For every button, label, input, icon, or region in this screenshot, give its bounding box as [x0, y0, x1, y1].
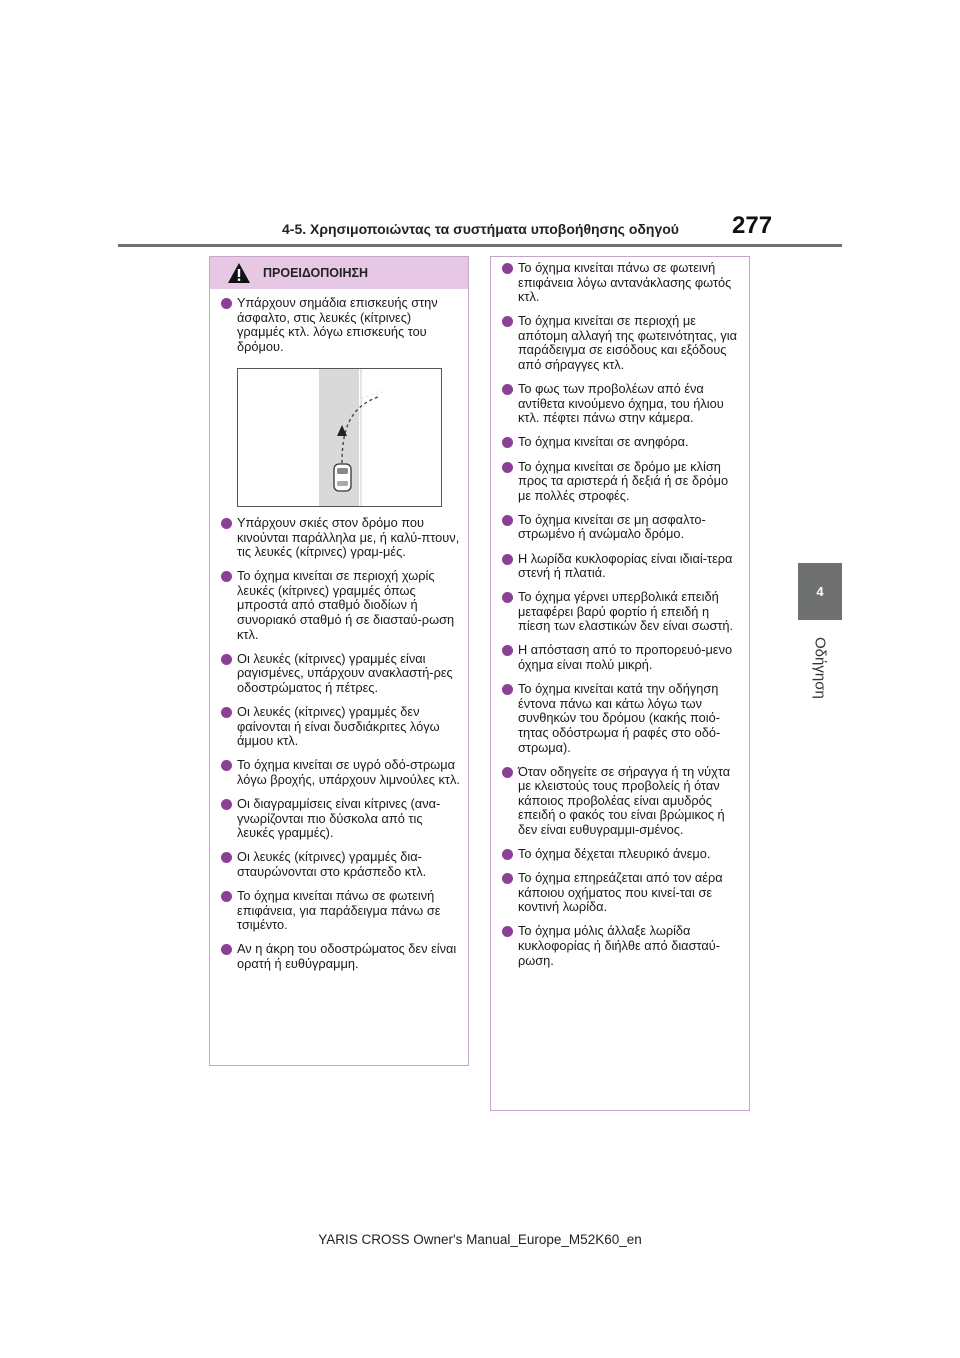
- bullet-icon: [221, 298, 232, 309]
- warning-list-top: [216, 296, 466, 364]
- list-item-text: Υπάρχουν σημάδια επισκευής στην άσφαλτο, στις λευκές (κίτρινες) γραμμές κτλ. λόγω επισκευής του δρόμου.: [237, 295, 438, 354]
- bullet-icon: [221, 707, 232, 718]
- list-item-text: Το όχημα κινείται σε μη ασφαλτο-στρωμένο ή ανώμαλο δρόμο.: [518, 511, 706, 542]
- list-item-text: Η λωρίδα κυκλοφορίας είναι ιδιαί-τερα στενή ή πλατιά.: [518, 550, 733, 581]
- footer-text: YARIS CROSS Owner's Manual_Europe_M52K60_en: [318, 1232, 642, 1247]
- list-item-text: Αν η άκρη του οδοστρώματος δεν είναι ορατή ή ευθύγραμμη.: [237, 941, 457, 971]
- bullet-icon: [221, 518, 232, 529]
- bullet-icon: [221, 944, 232, 955]
- bullet-icon: [502, 684, 513, 695]
- list-item: [216, 569, 466, 642]
- bullet-icon: [502, 592, 513, 603]
- chapter-label: Οδήγηση: [811, 637, 829, 699]
- list-item-text: Οι λευκές (κίτρινες) γραμμές είναι ραγισμένες, υπάρχουν ανακλαστή-ρες οδοστρώματος ή πέτρες.: [237, 650, 453, 695]
- list-item: [497, 382, 747, 426]
- bullet-icon: [502, 767, 513, 778]
- list-item-text: Το όχημα δέχεται πλευρικό άνεμο.: [518, 846, 711, 862]
- list-item: [497, 871, 747, 915]
- warning-list-right: [497, 261, 747, 978]
- warning-box-left: [209, 256, 469, 1066]
- list-item-text: Το όχημα επηρεάζεται από τον αέρα κάποιου οχήματος που κινεί-ται σε κοντινή λωρίδα.: [518, 870, 723, 915]
- warning-list-left: [216, 516, 466, 981]
- list-item: [497, 643, 747, 672]
- list-item-text: Το όχημα κινείται πάνω σε φωτεινή επιφάνεια λόγω αντανάκλασης φωτός κτλ.: [518, 260, 732, 305]
- bullet-icon: [221, 571, 232, 582]
- list-item: [216, 705, 466, 749]
- list-item: [216, 850, 466, 879]
- list-item: [497, 314, 747, 372]
- bullet-icon: [502, 263, 513, 274]
- list-item: [216, 942, 466, 971]
- list-item-text: Το όχημα κινείται κατά την οδήγηση έντονα πάνω και κάτω λόγω των συνθηκών του δρόμου (κακής ποιό-τητας οδόστρωμα ή ραφές στο οδό-στρωμα).: [518, 681, 721, 755]
- list-item: [216, 758, 466, 787]
- list-item-text: Το όχημα κινείται σε περιοχή χωρίς λευκές (κίτρινες) γραμμές όπως μπροστά από σταθμό διοδίων ή συνοριακό σταθμό ή σε διασταύ-ρωση κτλ.: [237, 568, 455, 642]
- bullet-icon: [502, 849, 513, 860]
- list-item-text: Το φως των προβολέων από ένα αντίθετα κινούμενο όχημα, του ήλιου κτλ. πέφτει πάνω στην κάμερα.: [518, 381, 724, 426]
- bullet-icon: [221, 799, 232, 810]
- bullet-icon: [502, 645, 513, 656]
- lane-diagram: [238, 369, 441, 506]
- list-item: [497, 513, 747, 542]
- bullet-icon: [221, 852, 232, 863]
- lane-illustration: [237, 368, 442, 507]
- list-item: [216, 296, 466, 354]
- list-item: [216, 797, 466, 841]
- list-item-text: Το όχημα κινείται σε περιοχή με απότομη αλλαγή της φωτεινότητας, για παράδειγμα σε εισόδους και εξόδους από σήραγγες κτλ.: [518, 313, 737, 373]
- section-title: 4-5. Χρησιμοποιώντας τα συστήματα υποβοήθησης οδηγού: [282, 221, 679, 237]
- bullet-icon: [502, 554, 513, 565]
- bullet-icon: [221, 891, 232, 902]
- bullet-icon: [502, 926, 513, 937]
- list-item-text: Το όχημα κινείται σε υγρό οδό-στρωμα λόγω βροχής, υπάρχουν λιμνούλες κτλ.: [237, 757, 460, 787]
- list-item-text: Η απόσταση από το προπορευό-μενο όχημα είναι πολύ μικρή.: [518, 642, 733, 673]
- list-item: [497, 847, 747, 862]
- list-item-text: Οι διαγραμμίσεις είναι κίτρινες (ανα-γνωρίζονται πιο δύσκολα από τις λευκές γραμμές).: [237, 796, 441, 841]
- page-number: 277: [732, 212, 773, 239]
- list-item: [497, 765, 747, 838]
- list-item-text: Το όχημα κινείται πάνω σε φωτεινή επιφάνεια, για παράδειγμα πάνω σε τσιμέντο.: [237, 887, 441, 933]
- list-item-text: Όταν οδηγείτε σε σήραγγα ή τη νύχτα με κλειστούς τους προβολείς ή όταν κάποιος προβολέας είναι αμυδρός επειδή ο φακός του είναι βρώμικος ή δεν είναι ευθυγραμμι-σμένος.: [518, 763, 731, 837]
- list-item: [216, 889, 466, 933]
- list-item: [216, 652, 466, 696]
- list-item: [216, 516, 466, 560]
- bullet-icon: [221, 654, 232, 665]
- bullet-icon: [221, 760, 232, 771]
- list-item: [497, 261, 747, 305]
- list-item: [497, 460, 747, 504]
- bullet-icon: [502, 873, 513, 884]
- chapter-tab: 4: [798, 563, 842, 620]
- list-item: [497, 924, 747, 968]
- warning-title: ΠΡΟΕΙΔΟΠΟΙΗΣΗ: [263, 266, 369, 280]
- list-item: [497, 435, 747, 450]
- bullet-icon: [502, 515, 513, 526]
- bullet-icon: [502, 437, 513, 448]
- warning-box-right: [490, 256, 750, 1111]
- bullet-icon: [502, 316, 513, 327]
- list-item: [497, 552, 747, 581]
- bullet-icon: [502, 462, 513, 473]
- list-item-text: Το όχημα κινείται σε ανηφόρα.: [518, 434, 689, 450]
- header-divider: [118, 244, 842, 247]
- list-item-text: Το όχημα μόλις άλλαξε λωρίδα κυκλοφορίας ή διήλθε από διασταύ-ρωση.: [518, 923, 721, 968]
- list-item: [497, 682, 747, 755]
- list-item-text: Οι λευκές (κίτρινες) γραμμές δια-σταυρώνονται στο κράσπεδο κτλ.: [237, 849, 427, 879]
- list-item-text: Το όχημα γέρνει υπερβολικά επειδή μεταφέρει βαρύ φορτίο ή επειδή η πίεση των ελαστικών δεν είναι σωστή.: [518, 589, 734, 634]
- warning-triangle-icon: [227, 262, 251, 284]
- list-item: [497, 590, 747, 634]
- list-item-text: Υπάρχουν σκιές στον δρόμο που κινούνται παράλληλα με, ή καλύ-πτουν, τις λευκές (κίτρινες) γραμ-μές.: [237, 515, 460, 560]
- warning-header: [210, 257, 468, 289]
- bullet-icon: [502, 384, 513, 395]
- list-item-text: Το όχημα κινείται σε δρόμο με κλίση προς τα αριστερά ή δεξιά ή σε δρόμο με πολλές στροφές.: [518, 458, 729, 503]
- list-item-text: Οι λευκές (κίτρινες) γραμμές δεν φαίνονται ή είναι δυσδιάκριτες λόγω άμμου κτλ.: [237, 704, 440, 749]
